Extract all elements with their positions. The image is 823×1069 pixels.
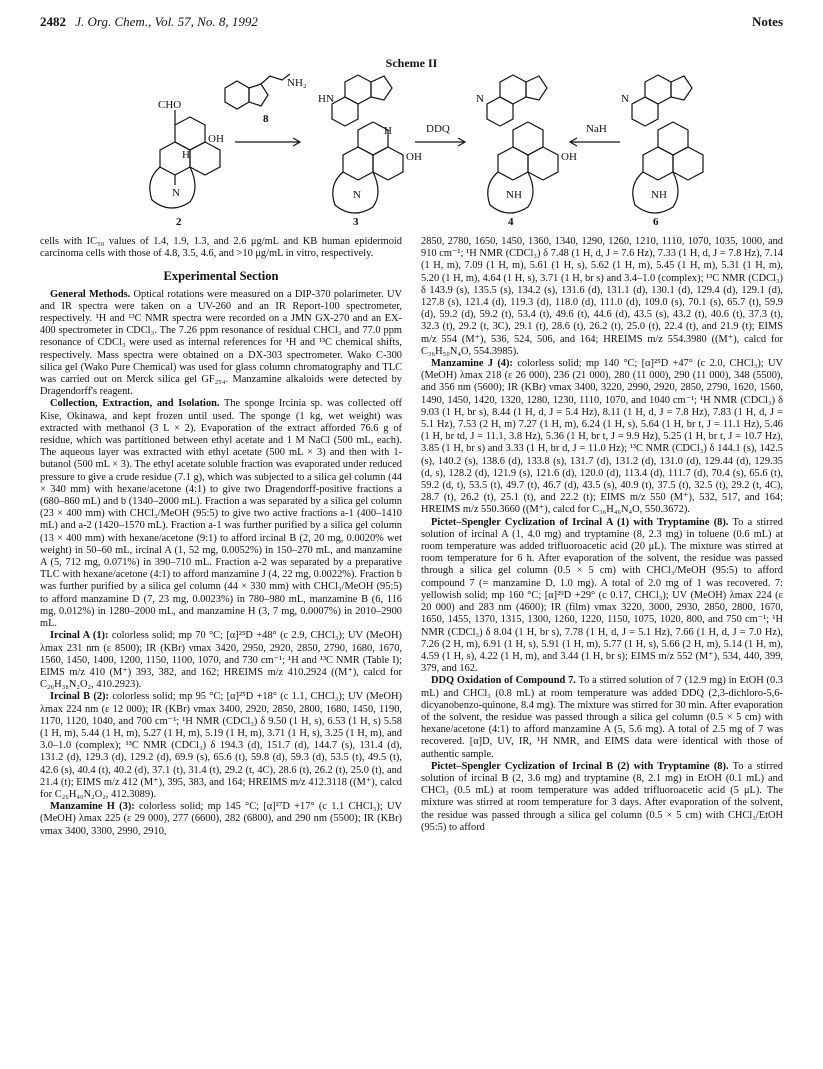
ddq-oxidation-head: DDQ Oxidation of Compound 7. <box>431 675 576 687</box>
arrow-1 <box>235 138 300 146</box>
label-hn-3: HN <box>318 93 334 105</box>
label-n-4a: N <box>476 93 484 105</box>
ircinal-b-body: colorless solid; mp 95 °C; [α]²⁵D +18° (c 1.1, CHCl₃); UV (MeOH) λmax 224 nm (ε 12 000); IR (KBr) νmax 3400, 2920, 2850, 2800, 1680, 1450, 1190, 1170, 1120, 1040, and 700 cm⁻¹; ¹H NMR (CDCl₃) δ 9.50 (1 H, s), 6.53 (1 H, s) 5.58 (1 H, m), 5.44 (1 H, m), 5.27 (1 H, m), 5.19 (1 H, m), 3.71 (1 H, s), 3.25 (1 H, m), and 3.0–1.0 (complex); ¹³C NMR (CDCl₃) δ 194.3 (d), 151.7 (d), 144.7 (s), 131.4 (d), 131.2 (d), 129.3 (d), 129.2 (d), 69.9 (s), 65.6 (t), 59.8 (d), 59.3 (d), 53.5 (t), 49.5 (t), 42.6 (s), 40.4 (t), 40.2 (d), 37.1 (t), 31.4 (t), 29.2 (t, 4C), 28.6 (t), 26.2 (t), 25.0 (t), and 21.4 (t); EIMS m/z 412 (M⁺), 395, 383, and 164; HREIMS m/z 412.3118 ((M⁺), calcd for C₂₆H₄₀N₂O₂, 412.3089). <box>40 691 403 800</box>
compound-6-number: 6 <box>653 216 659 228</box>
label-nh-4: NH <box>506 189 522 201</box>
left-column <box>40 236 402 838</box>
arrow-ddq <box>415 138 465 146</box>
ddq-oxidation-body: To a stirred solution of 7 (12.9 mg) in EtOH (0.3 mL) and CHCl₃ (0.8 mL) at room temperature was added DDQ (2,3-dichloro-5,6-dicyanobenzo-quinone, 8.4 mg). The mixture was stirred for 30 min. After evaporation of the solvent, the residue was passed through a silica gel column (0.5 × 5 cm) with hexane/acetone (4:1) to afford manzamine A (5, 5.6 mg). A total of 2.5 mg of 7 was recovered. [α]D, UV, IR, ¹H NMR, and EIMS data were identical with those of authentic sample. <box>421 675 783 760</box>
general-methods-body: Optical rotations were measured on a DIP-370 polarimeter. UV and IR spectra were taken on a UV-260 and an IR Report-100 spectrometer, respectively. ¹H and ¹³C NMR spectra were recorded on a JMN GX-270 and an EX-400 spectrometer in CDCl₃. The 7.26 ppm resonance of residual CHCl₃ and 77.0 ppm resonance of CDCl₃ were used as internal references for ¹H and ¹³C chemical shifts, respectively. Mass spectra were obtained on a DX-303 spectrometer. Wako C-300 silica gel (Wako Pure Chemical) was used for glass column chromatography and TLC was carried out on Merck silica gel GF₂₅₄. Manzamine alkaloids were detected by Dragendorff's reagent. <box>40 288 402 398</box>
ircinal-a-body: colorless solid; mp 70 °C; [α]²⁵D +48° (c 2.9, CHCl₃); UV (MeOH) λmax 231 nm (ε 8500); IR (KBr) νmax 3420, 2950, 2920, 2850, 2790, 1680, 1670, 1560, 1450, 1400, 1200, 1150, 1100, 1070, and 730 cm⁻¹; ¹H and ¹³C NMR (Table I); EIMS m/z 410 (M⁺) 393, 382, and 162; HREIMS m/z 410.2924 ((M⁺), calcd for C₂₆H₃₈N₂O₂, 410.2923). <box>40 630 402 691</box>
ircinal-b-paragraph <box>40 691 402 801</box>
compound-3-number: 3 <box>353 216 359 228</box>
right-column <box>421 236 783 834</box>
label-cho: CHO <box>158 99 182 111</box>
compound-3-structure <box>332 75 403 213</box>
compound-4-number: 4 <box>508 216 514 228</box>
reaction-scheme <box>120 70 720 230</box>
manzamine-j-paragraph <box>421 358 783 517</box>
ircinal-b-head: Ircinal B (2): <box>50 691 109 703</box>
label-h-3a: H <box>384 125 392 137</box>
collection-head: Collection, Extraction, and Isolation. <box>50 398 220 410</box>
label-h-2a: H <box>182 149 190 161</box>
label-n-6a: N <box>621 93 629 105</box>
compound-2-number: 2 <box>176 216 182 228</box>
label-n-2: N <box>172 187 180 199</box>
compound-8-structure <box>225 74 290 109</box>
manzamine-h-body: colorless solid; mp 145 °C; [α]²⁷D +17° (c 1.1 CHCl₃); UV (MeOH) λmax 225 (ε 29 000), 277 (6600), 282 (6800), and 290 nm (5500); IR (KBr) νmax 3400, 3300, 2990, 2910, <box>40 801 402 837</box>
manzamine-j-body: colorless solid; mp 140 °C; [α]²⁵D +47° (c 2.0, CHCl₃); UV (MeOH) λmax 218 (ε 26 000), 236 (21 000), 280 (11 000), 290 (11 000), 348 (5500), and 356 nm (5600); IR (KBr) νmax 3400, 3220, 2990, 2920, 2850, 2790, 1620, 1560, 1490, 1450, 1420, 1320, 1280, 1230, 1110, 1070, and 1040 cm⁻¹; ¹H NMR (CDCl₃) δ 9.03 (1 H, br s), 8.44 (1 H, d, J = 5.4 Hz), 8.11 (1 H, d, J = 7.8 Hz), 7.83 (1 H, d, J = 5.1 Hz), 7.53 (2 H, m) 7.27 (1 H, m), 6.24 (1 H, s), 5.64 (1 H, br t, J = 11.1 Hz), 5.46 (1 H, br td, J = 11.1, 3.8 Hz), 5.36 (1 H, br t, J = 9.9 Hz), 5.25 (1 H, br t, J = 10.7 Hz), 3.85 (1 H, br s) and 3.33 (1 H, br d, J = 11.0 Hz); ¹³C NMR (CDCl₃) δ 144.1 (s), 142.5 (s), 140.2 (s), 138.6 (d), 133.8 (s), 131.7 (d), 131.2 (d), 131.0 (d), 129.44 (d), 129.35 (d, s), 128.2 (d), 121.9 (s), 121.6 (d), 120.0 (d), 113.4 (d), 111.7 (d), 70.4 (s), 65.6 (t), 59.2 (d, t), 53.5 (t), 49.7 (t), 46.7 (d), 43.5 (s), 40.9 (t), 37.5 (t), 32.5 (t), 29.2 (t, 4C), 28.7 (t), 26.2 (t), 25.1 (t), and 22.2 (t); EIMS m/z 550 (M⁺), 532, 517, and 164; HREIMS m/z 550.3660 ((M⁺), calcd for C₃₆H₄₆N₄O, 550.3672). <box>421 358 783 516</box>
compound-6-structure <box>632 75 703 213</box>
compound-4-structure <box>487 75 558 213</box>
collection-paragraph <box>40 398 402 630</box>
page-number: 2482 <box>40 14 66 29</box>
section-heading: Experimental Section <box>163 269 279 284</box>
label-n-3: N <box>353 189 361 201</box>
pictet-spengler-b-paragraph <box>421 761 783 834</box>
scheme-title: Scheme II <box>385 56 438 70</box>
general-methods-paragraph <box>40 289 402 399</box>
label-oh-2: OH <box>208 133 224 145</box>
manzamine-h-paragraph <box>40 801 402 838</box>
label-oh-4: OH <box>561 151 577 163</box>
continued-paragraph: 2850, 2780, 1650, 1450, 1360, 1340, 1290, 1260, 1210, 1110, 1070, 1035, 1000, and 910 cm⁻¹; ¹H NMR (CDCl₃) δ 7.48 (1 H, d, J = 7.6 Hz), 7.33 (1 H, d, J = 7.8 Hz), 7.14 (1 H, m), 7.09 (1 H, m), 5.61 (1 H, s), 5.62 (1 H, m), 5.45 (1 H, m), 5.31 (1 H, m), 5.20 (1 H, m), 4.64 (1 H, s), 3.71 (1 H, br s) and 3.4–1.0 (complex); ¹³C NMR (CDCl₃) δ 143.9 (s), 135.5 (s), 134.2 (s), 131.6 (d), 131.1 (d), 130.1 (d), 129.4 (d), 129.1 (d), 127.8 (s), 121.4 (d), 119.3 (d), 118.0 (d), 111.0 (d), 109.0 (s), 70.1 (s), 65.7 (t), 59.9 (d), 59.2 (d), 59.2 (t), 53.4 (t), 49.6 (t), 44.6 (d), 43.5 (s), 43.2 (t), 40.6 (t), 37.3 (t), 32.3 (t), 29.2 (t, 3C), 29.1 (t), 28.6 (t), 26.2 (t), 25.0 (t), 22.4 (t), and 21.9 (t); EIMS m/z 554 (M⁺), 536, 524, 506, and 164; HREIMS m/z 554.3980 ((M⁺), calcd for C₃₆H₅₀N₄O, 554.3985). <box>421 236 783 357</box>
manzamine-h-head: Manzamine H (3): <box>50 801 135 813</box>
general-methods-head: General Methods. <box>50 288 131 300</box>
reagent-ddq: DDQ <box>426 123 450 135</box>
label-nh-6: NH <box>651 189 667 201</box>
reagent-nah: NaH <box>586 123 607 135</box>
collection-body: The sponge Ircinia sp. was collected off Kise, Okinawa, and kept frozen until used. The sponge (1 kg, wet weight) was extracted with methanol (3 L × 2). Evaporation of the extract afforded 76.6 g of residue, which was partitioned between ethyl acetate and 1 M NaCl (500 mL, each). The aqueous layer was extracted with ethyl acetate (500 mL × 3) and then with 1-butanol (500 mL × 3). The ethyl acetate soluble fraction was evaporated under reduced pressure to give a crude residue (7.1 g), which was subjected to a silica gel column (44 × 340 mm) with hexane/acetone (4:1) to give two Dragendorff-positive fractions a (680–860 mL) and b (1340–2000 mL). Fraction a was separated by a silica gel column (23 × 400 mm) with CHCl₃/MeOH (95:5) to give two active fractions a-1 (400–1410 mL) and a-2 (1420–1570 mL). Fraction a-1 was further purified by a silica gel column (13 × 400 mm) with hexane/acetone (9:1) to afford ircinal B (2, 20 mg, 0.0020% wet weight) in 50–60 mL, ircinal A (1, 52 mg, 0.0052%) in 150–270 mL, and manzamine A (5, 712 mg, 0.071%) in 390–710 mL. Fraction a-2 was separated by a preparative TLC with hexane/acetone (4:1) to afford manzamine J (4, 22 mg, 0.0022%). Fraction b was further purified by a silica gel column (44 × 330 mm) with CHCl₃/MeOH (95:5) to afford manzamine D (7, 23 mg, 0.0023%) in 780–980 mL, manzamine B (6, 116 mg, 0.012%) in 1280–2000 mL, and manzamine H (3, 7 mg, 0.0007%) in 2010–2900 mL. <box>40 398 402 630</box>
section-label: Notes <box>751 14 783 29</box>
arrow-nah <box>570 138 620 146</box>
label-nh2: NH₂ <box>287 77 307 89</box>
ircinal-a-paragraph <box>40 630 402 691</box>
pictet-spengler-a-head: Pictet–Spengler Cyclization of Ircinal A (1) with Tryptamine (8). <box>431 516 729 528</box>
ircinal-a-head: Ircinal A (1): <box>50 630 109 642</box>
manzamine-j-head: Manzamine J (4): <box>431 358 513 370</box>
label-oh-3: OH <box>406 151 422 163</box>
pictet-spengler-a-paragraph <box>421 517 783 676</box>
pictet-spengler-b-head: Pictet–Spengler Cyclization of Ircinal B (2) with Tryptamine (8). <box>431 760 729 772</box>
ddq-oxidation-paragraph <box>421 675 783 760</box>
compound-8-number: 8 <box>263 113 269 125</box>
pictet-spengler-b-body: To a stirred solution of ircinal B (2, 3.6 mg) and tryptamine (8, 2.1 mg) in EtOH (0.1 mL) and CHCl₃ (0.5 mL) at room temperature was added trifluoroacetic acid (5 μL). The mixture was stirred at room temperature for 3 days. After evaporation of the solvent, the residue was passed through a silica gel column (0.5 × 5 cm) with CHCl₃/EtOH (95:5) to afford <box>421 760 783 833</box>
running-header <box>40 14 783 32</box>
journal-citation: J. Org. Chem., Vol. 57, No. 8, 1992 <box>75 14 258 29</box>
intro-paragraph: cells with IC₅₀ values of 1.4, 1.9, 1.3, and 2.6 μg/mL and KB human epidermoid carcinoma cells with those of 4.8, 3.5, 4.6, and >10 μg/mL in vitro, respectively. <box>40 236 402 260</box>
pictet-spengler-a-body: To a stirred solution of ircinal A (1, 4.0 mg) and tryptamine (8, 2.3 mg) in toluene (0.6 mL) at room temperature was added trifluoroacetic acid (20 μL). The mixture was stirred at room temperature for 6 h. After evaporation of the solvent, the residue was passed through a silica gel column (0.5 × 5 cm) with CHCl₃/MeOH (95:5) to afford compound 7 (= manzamine D, 1.0 mg). A total of 2.0 mg of 1 was recovered. 7: yellowish solid; mp 160 °C; [α]²⁹D +29° (c 0.17, CHCl₃); UV (MeOH) λmax 224 (ε 20 000) and 283 nm (4600); IR (film) νmax 3220, 3000, 2930, 2850, 2800, 1670, 1650, 1455, 1370, 1315, 1300, 1260, 1220, 1150, 1075, 1020, 800, and 750 cm⁻¹; ¹H NMR (CDCl₃) δ 8.04 (1 H, br s), 7.78 (1 H, d, J = 5.1 Hz), 7.66 (1 H, d, J = 7.0 Hz), 7.26 (2 H, m), 6.91 (1 H, s), 5.91 (1 H, m), 5.77 (1 H, s), 5.66 (2 H, m), 5.14 (1 H, m), 4.59 (1 H, s), 4.22 (1 H, m), and 3.44 (1 H, br s); EIMS m/z 552 (M⁺), 534, 440, 399, 379, and 162. <box>421 516 783 675</box>
